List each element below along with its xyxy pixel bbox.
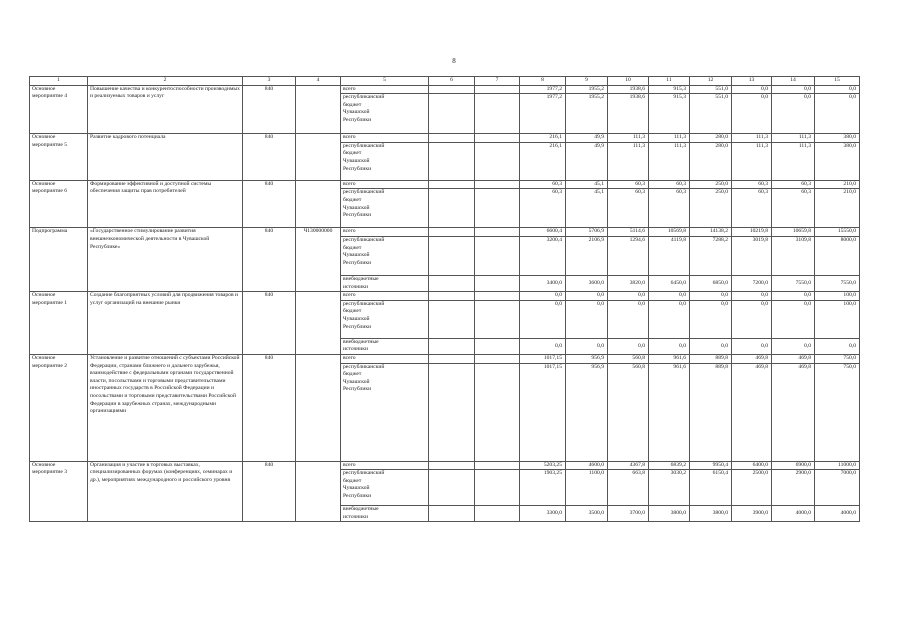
value-cell: 380,0 [815, 134, 860, 143]
value-cell: 560,8 [608, 363, 649, 461]
empty-cell [429, 180, 475, 189]
name-cell: Развитие кадрового потенциала [88, 134, 243, 181]
source-line: республиканский [343, 300, 385, 307]
grbs-cell: 840 [243, 354, 296, 461]
value-cell: 0,0 [772, 300, 815, 338]
value-cell: 1955,2 [566, 85, 608, 94]
value-cell: 1100,0 [566, 470, 608, 506]
value-cell: 6450,0 [649, 275, 690, 291]
value-cell: 0,0 [732, 300, 772, 338]
value-cell: 60,3 [772, 189, 815, 228]
page-number: 8 [452, 57, 456, 65]
value-cell: 663,8 [608, 470, 649, 506]
value-cell: 0,0 [772, 338, 815, 354]
value-cell: 45,1 [566, 189, 608, 228]
value-cell: 1903,25 [520, 470, 566, 506]
table-row [30, 134, 860, 143]
value-cell: 0,0 [772, 292, 815, 301]
value-cell: 0,0 [520, 300, 566, 338]
value-cell: 4367,8 [608, 461, 649, 470]
value-cell: 111,3 [608, 142, 649, 180]
value-cell: 3700,0 [608, 506, 649, 522]
header-cell: 5 [341, 77, 429, 86]
empty-cell [429, 275, 475, 291]
source-cell: всего [341, 461, 429, 470]
name-cell: Установление и развитие отношений с субъектами Российской Федерации, странами ближнего и дальнего зарубежья, взаимодействие с федеральными органами государственной власти, посольствами и торговыми представительствами иностранных государств в Российской Федерации и посольствами и торговыми представительствами Российской Федерации в зарубежных странах, международными организациями [88, 354, 243, 461]
source-line: Чувашской [343, 378, 370, 385]
value-cell: 3400,0 [520, 275, 566, 291]
status-cell: Основное мероприятие 6 [30, 180, 88, 228]
value-cell: 0,0 [690, 300, 732, 338]
value-cell: 2900,0 [772, 470, 815, 506]
value-cell: 100,0 [815, 300, 860, 338]
value-cell: 7200,0 [732, 275, 772, 291]
value-cell: 6400,0 [732, 461, 772, 470]
empty-cell [475, 363, 520, 461]
value-cell: 0,0 [815, 94, 860, 134]
source-cell: всего [341, 292, 429, 301]
value-cell: 551,0 [690, 85, 732, 94]
value-cell: 0,0 [732, 85, 772, 94]
value-cell: 1294,6 [608, 236, 649, 275]
cs-cell [296, 461, 341, 522]
value-cell: 6900,0 [772, 461, 815, 470]
value-cell: 2106,9 [566, 236, 608, 275]
value-cell: 7550,0 [815, 275, 860, 291]
name-cell: Повышение качества и конкурентоспособности производимых и реализуемых товаров и услуг [88, 85, 243, 134]
status-cell: Основное мероприятие 5 [30, 134, 88, 181]
header-cell: 10 [608, 77, 649, 86]
empty-cell [429, 228, 475, 237]
source-line: Республики [343, 386, 372, 393]
value-cell: 280,0 [690, 134, 732, 143]
source-line: бюджет [343, 196, 362, 203]
header-cell: 2 [88, 77, 243, 86]
value-cell: 551,0 [690, 94, 732, 134]
header-cell: 14 [772, 77, 815, 86]
value-cell: 45,1 [566, 180, 608, 189]
source-cell [341, 189, 429, 228]
value-cell: 111,3 [772, 134, 815, 143]
empty-cell [475, 142, 520, 180]
empty-cell [429, 461, 475, 470]
source-line: внебюджетные [343, 338, 379, 345]
table-row [30, 85, 860, 94]
value-cell: 210,0 [815, 189, 860, 228]
header-cell: 11 [649, 77, 690, 86]
value-cell: 3800,0 [690, 506, 732, 522]
value-cell: 889,8 [690, 354, 732, 363]
value-cell: 11000,0 [815, 461, 860, 470]
header-cell: 8 [520, 77, 566, 86]
grbs-cell: 840 [243, 134, 296, 181]
value-cell: 60,3 [772, 180, 815, 189]
value-cell: 210,0 [815, 180, 860, 189]
value-cell: 0,0 [608, 292, 649, 301]
value-cell: 0,0 [649, 338, 690, 354]
value-cell: 60,3 [608, 180, 649, 189]
empty-cell [429, 236, 475, 275]
empty-cell [475, 134, 520, 143]
value-cell: 469,8 [772, 354, 815, 363]
table-row [30, 461, 860, 470]
value-cell: 100,0 [815, 292, 860, 301]
value-cell: 111,3 [649, 134, 690, 143]
value-cell: 7550,0 [772, 275, 815, 291]
empty-cell [475, 85, 520, 94]
value-cell: 0,0 [732, 94, 772, 134]
source-line: республиканский [343, 470, 385, 477]
source-line: Чувашской [343, 109, 370, 116]
grbs-cell: 840 [243, 228, 296, 292]
source-cell [341, 236, 429, 275]
value-cell: 889,8 [690, 363, 732, 461]
empty-cell [475, 236, 520, 275]
source-cell [341, 506, 429, 522]
value-cell: 1955,2 [566, 94, 608, 134]
value-cell: 3300,0 [520, 506, 566, 522]
source-line: республиканский [343, 94, 385, 101]
source-line: Республики [343, 165, 372, 172]
value-cell: 10569,8 [649, 228, 690, 237]
empty-cell [429, 300, 475, 338]
cs-cell: Ч130000000 [296, 228, 341, 292]
value-cell: 60,3 [520, 189, 566, 228]
value-cell: 1977,2 [520, 94, 566, 134]
source-cell: всего [341, 180, 429, 189]
source-cell [341, 94, 429, 134]
source-line: бюджет [343, 244, 362, 251]
value-cell: 49,9 [566, 134, 608, 143]
empty-cell [429, 189, 475, 228]
value-cell: 6150,4 [690, 470, 732, 506]
source-line: Республики [343, 323, 372, 330]
value-cell: 469,8 [732, 363, 772, 461]
source-line: республиканский [343, 236, 385, 243]
value-cell: 4119,8 [649, 236, 690, 275]
value-cell: 1977,2 [520, 85, 566, 94]
status-cell: Основное мероприятие 4 [30, 85, 88, 134]
value-cell: 6600,4 [520, 228, 566, 237]
value-cell: 956,9 [566, 363, 608, 461]
value-cell: 380,0 [815, 142, 860, 180]
empty-cell [475, 228, 520, 237]
value-cell: 3800,0 [649, 506, 690, 522]
value-cell: 6839,2 [649, 461, 690, 470]
grbs-cell: 840 [243, 461, 296, 522]
empty-cell [429, 292, 475, 301]
status-cell: Основное мероприятие 2 [30, 354, 88, 461]
value-cell: 280,0 [690, 142, 732, 180]
source-cell: всего [341, 134, 429, 143]
value-cell: 60,3 [520, 180, 566, 189]
value-cell: 0,0 [732, 292, 772, 301]
name-cell: Организация и участие в торговых выставках, специализированных форумах (конференциях, семинарах и др.), мероприятиях международного и российского уровня [88, 461, 243, 522]
value-cell: 956,9 [566, 354, 608, 363]
value-cell: 0,0 [520, 292, 566, 301]
value-cell: 0,0 [732, 338, 772, 354]
source-line: бюджет [343, 308, 362, 315]
empty-cell [429, 363, 475, 461]
empty-cell [429, 142, 475, 180]
value-cell: 5114,6 [608, 228, 649, 237]
header-cell: 1 [30, 77, 88, 86]
value-cell: 111,3 [772, 142, 815, 180]
source-line: источники [343, 513, 369, 520]
value-cell: 60,3 [649, 189, 690, 228]
value-cell: 0,0 [566, 300, 608, 338]
table-row [30, 354, 860, 363]
header-cell: 13 [732, 77, 772, 86]
empty-cell [475, 189, 520, 228]
value-cell: 3820,0 [608, 275, 649, 291]
value-cell: 9950,4 [690, 461, 732, 470]
value-cell: 3030,2 [649, 470, 690, 506]
value-cell: 216,1 [520, 134, 566, 143]
cs-cell [296, 292, 341, 355]
empty-cell [429, 94, 475, 134]
source-line: бюджет [343, 477, 362, 484]
value-cell: 750,0 [815, 354, 860, 363]
source-cell: всего [341, 228, 429, 237]
source-line: Чувашской [343, 485, 370, 492]
header-cell: 6 [429, 77, 475, 86]
value-cell: 60,3 [732, 189, 772, 228]
status-cell: Подпрограмма [30, 228, 88, 292]
name-cell: «Государственное стимулирование развития внешнеэкономической деятельности в Чувашской Республике» [88, 228, 243, 292]
empty-cell [429, 506, 475, 522]
value-cell: 49,9 [566, 142, 608, 180]
value-cell: 14138,2 [690, 228, 732, 237]
source-line: бюджет [343, 371, 362, 378]
cs-cell [296, 180, 341, 228]
empty-cell [475, 94, 520, 134]
source-line: внебюджетные [343, 275, 379, 282]
value-cell: 0,0 [608, 300, 649, 338]
source-line: Республики [343, 492, 372, 499]
value-cell: 961,6 [649, 363, 690, 461]
value-cell: 60,3 [649, 180, 690, 189]
value-cell: 1017,15 [520, 354, 566, 363]
value-cell: 111,3 [608, 134, 649, 143]
value-cell: 560,8 [608, 354, 649, 363]
header-cell: 15 [815, 77, 860, 86]
header-cell: 12 [690, 77, 732, 86]
value-cell: 8000,0 [815, 236, 860, 275]
value-cell: 7000,0 [815, 470, 860, 506]
value-cell: 0,0 [815, 85, 860, 94]
value-cell: 0,0 [649, 292, 690, 301]
value-cell: 1938,6 [608, 94, 649, 134]
grbs-cell: 840 [243, 292, 296, 355]
source-line: республиканский [343, 363, 385, 370]
status-cell: Основное мероприятие 1 [30, 292, 88, 355]
value-cell: 961,6 [649, 354, 690, 363]
source-cell [341, 142, 429, 180]
value-cell: 3109,8 [772, 236, 815, 275]
value-cell: 3900,0 [732, 506, 772, 522]
source-line: Чувашской [343, 252, 370, 259]
empty-cell [429, 338, 475, 354]
source-line: Чувашской [343, 157, 370, 164]
value-cell: 0,0 [772, 85, 815, 94]
status-cell: Основное мероприятие 3 [30, 461, 88, 522]
source-cell [341, 338, 429, 354]
value-cell: 60,3 [608, 189, 649, 228]
value-cell: 15550,0 [815, 228, 860, 237]
source-line: Чувашской [343, 315, 370, 322]
empty-cell [475, 180, 520, 189]
value-cell: 2500,0 [732, 470, 772, 506]
empty-cell [475, 354, 520, 363]
empty-cell [475, 506, 520, 522]
empty-cell [475, 470, 520, 506]
source-cell [341, 363, 429, 461]
empty-cell [475, 338, 520, 354]
source-cell [341, 470, 429, 506]
source-line: Чувашской [343, 204, 370, 211]
empty-cell [429, 134, 475, 143]
grbs-cell: 840 [243, 85, 296, 134]
value-cell: 3019,8 [732, 236, 772, 275]
value-cell: 4000,0 [815, 506, 860, 522]
source-cell: всего [341, 354, 429, 363]
source-cell [341, 275, 429, 291]
value-cell: 7288,2 [690, 236, 732, 275]
empty-cell [475, 461, 520, 470]
value-cell: 216,1 [520, 142, 566, 180]
value-cell: 1938,6 [608, 85, 649, 94]
value-cell: 60,3 [732, 180, 772, 189]
value-cell: 750,0 [815, 363, 860, 461]
source-line: Республики [343, 212, 372, 219]
value-cell: 5706,9 [566, 228, 608, 237]
budget-table [29, 76, 860, 522]
value-cell: 1017,15 [520, 363, 566, 461]
value-cell: 4000,0 [772, 506, 815, 522]
name-cell: Формирование эффективной и доступной системы обеспечения защиты прав потребителей [88, 180, 243, 228]
value-cell: 0,0 [608, 338, 649, 354]
source-cell [341, 300, 429, 338]
empty-cell [429, 470, 475, 506]
value-cell: 0,0 [520, 338, 566, 354]
header-cell: 9 [566, 77, 608, 86]
source-line: внебюджетные [343, 506, 379, 513]
empty-cell [429, 85, 475, 94]
source-line: источники [343, 346, 369, 353]
source-line: источники [343, 283, 369, 290]
value-cell: 6850,0 [690, 275, 732, 291]
value-cell: 915,3 [649, 85, 690, 94]
value-cell: 0,0 [772, 94, 815, 134]
table-row [30, 180, 860, 189]
name-cell: Создание благоприятных условий для продвижения товаров и услуг организаций на внешние рынки [88, 292, 243, 355]
value-cell: 3200,4 [520, 236, 566, 275]
source-line: республиканский [343, 142, 385, 149]
header-cell: 7 [475, 77, 520, 86]
empty-cell [475, 275, 520, 291]
value-cell: 469,8 [732, 354, 772, 363]
source-line: бюджет [343, 101, 362, 108]
empty-cell [475, 300, 520, 338]
value-cell: 915,3 [649, 94, 690, 134]
value-cell: 4600,0 [566, 461, 608, 470]
value-cell: 0,0 [690, 338, 732, 354]
header-cell: 3 [243, 77, 296, 86]
value-cell: 5203,25 [520, 461, 566, 470]
value-cell: 0,0 [815, 338, 860, 354]
value-cell: 3600,0 [566, 275, 608, 291]
value-cell: 0,0 [566, 338, 608, 354]
cs-cell [296, 134, 341, 181]
cs-cell [296, 354, 341, 461]
source-line: Республики [343, 116, 372, 123]
value-cell: 250,0 [690, 189, 732, 228]
value-cell: 0,0 [649, 300, 690, 338]
empty-cell [475, 292, 520, 301]
source-line: республиканский [343, 189, 385, 196]
value-cell: 111,3 [649, 142, 690, 180]
value-cell: 111,3 [732, 134, 772, 143]
value-cell: 111,3 [732, 142, 772, 180]
source-line: Республики [343, 259, 372, 266]
header-row [30, 77, 860, 86]
value-cell: 10219,8 [732, 228, 772, 237]
grbs-cell: 840 [243, 180, 296, 228]
value-cell: 10659,8 [772, 228, 815, 237]
source-line: бюджет [343, 150, 362, 157]
value-cell: 0,0 [566, 292, 608, 301]
value-cell: 3500,0 [566, 506, 608, 522]
value-cell: 469,8 [772, 363, 815, 461]
header-cell: 4 [296, 77, 341, 86]
cs-cell [296, 85, 341, 134]
table-row [30, 228, 860, 237]
value-cell: 0,0 [690, 292, 732, 301]
value-cell: 250,0 [690, 180, 732, 189]
empty-cell [429, 354, 475, 363]
table-row [30, 292, 860, 301]
source-cell: всего [341, 85, 429, 94]
